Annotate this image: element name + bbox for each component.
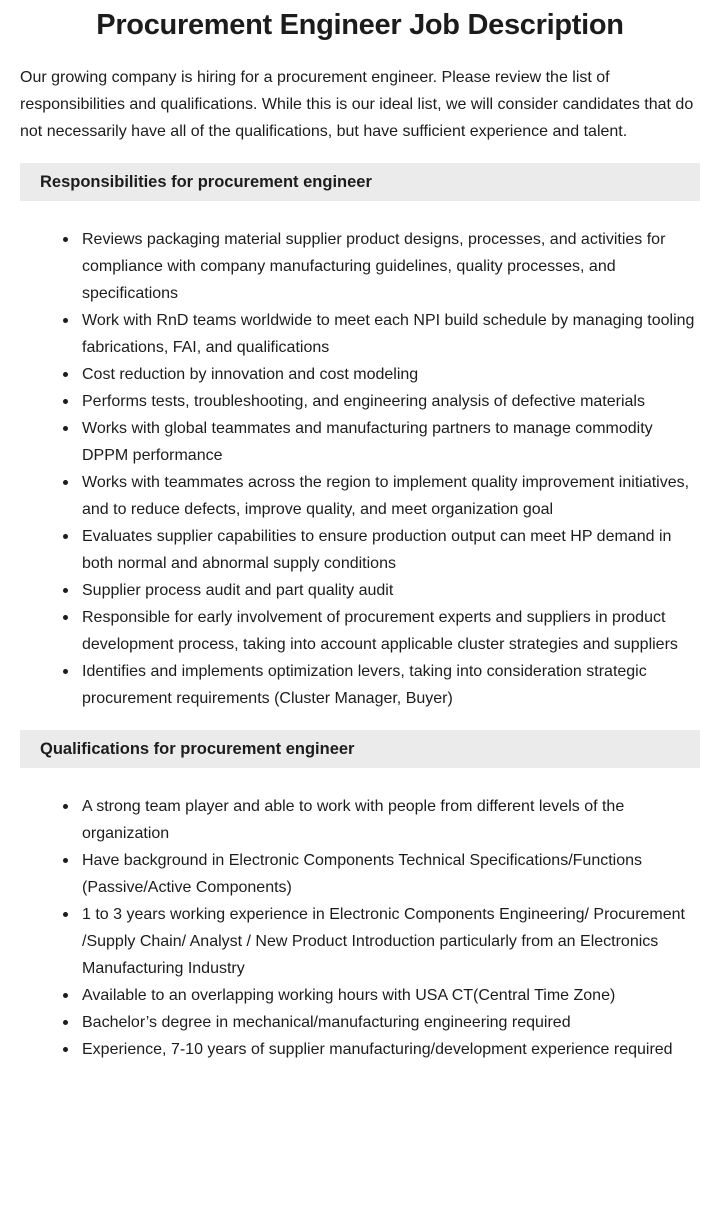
list-item: Performs tests, troubleshooting, and engineering analysis of defective materials xyxy=(62,388,700,415)
section-responsibilities xyxy=(20,163,700,712)
intro-paragraph: Our growing company is hiring for a procurement engineer. Please review the list of responsibilities and qualifications. While this is our ideal list, we will consider candidates that do not necessarily have all of the qualifications, but have sufficient experience and talent. xyxy=(20,69,694,140)
qualifications-list xyxy=(20,793,700,1063)
list-item: Reviews packaging material supplier product designs, processes, and activities for compliance with company manufacturing guidelines, quality processes, and specifications xyxy=(62,226,700,307)
list-item: Works with global teammates and manufacturing partners to manage commodity DPPM performance xyxy=(62,415,700,469)
list-item: Work with RnD teams worldwide to meet each NPI build schedule by managing tooling fabrications, FAI, and qualifications xyxy=(62,307,700,361)
list-item: Cost reduction by innovation and cost modeling xyxy=(62,361,700,388)
list-item: Bachelor’s degree in mechanical/manufacturing engineering required xyxy=(62,1009,700,1036)
list-item: 1 to 3 years working experience in Electronic Components Engineering/ Procurement /Supply Chain/ Analyst / New Product Introduction particularly from an Electronics Manufacturing Industry xyxy=(62,901,700,982)
list-item: Experience, 7-10 years of supplier manufacturing/development experience required xyxy=(62,1036,700,1063)
responsibilities-list xyxy=(20,226,700,712)
list-item: Evaluates supplier capabilities to ensure production output can meet HP demand in both normal and abnormal supply conditions xyxy=(62,523,700,577)
list-item: Identifies and implements optimization levers, taking into consideration strategic procurement requirements (Cluster Manager, Buyer) xyxy=(62,658,700,712)
section-heading-responsibilities: Responsibilities for procurement engineer xyxy=(20,163,700,201)
section-heading-qualifications: Qualifications for procurement engineer xyxy=(20,730,700,768)
job-description-document xyxy=(0,8,720,1103)
page-title: Procurement Engineer Job Description xyxy=(96,9,624,41)
list-item: Available to an overlapping working hours with USA CT(Central Time Zone) xyxy=(62,982,700,1009)
list-item: Responsible for early involvement of procurement experts and suppliers in product development process, taking into account applicable cluster strategies and suppliers xyxy=(62,604,700,658)
list-item: A strong team player and able to work with people from different levels of the organization xyxy=(62,793,700,847)
list-item: Works with teammates across the region to implement quality improvement initiatives, and to reduce defects, improve quality, and meet organization goal xyxy=(62,469,700,523)
list-item: Have background in Electronic Components Technical Specifications/Functions (Passive/Active Components) xyxy=(62,847,700,901)
list-item: Supplier process audit and part quality audit xyxy=(62,577,700,604)
section-qualifications xyxy=(20,730,700,1063)
